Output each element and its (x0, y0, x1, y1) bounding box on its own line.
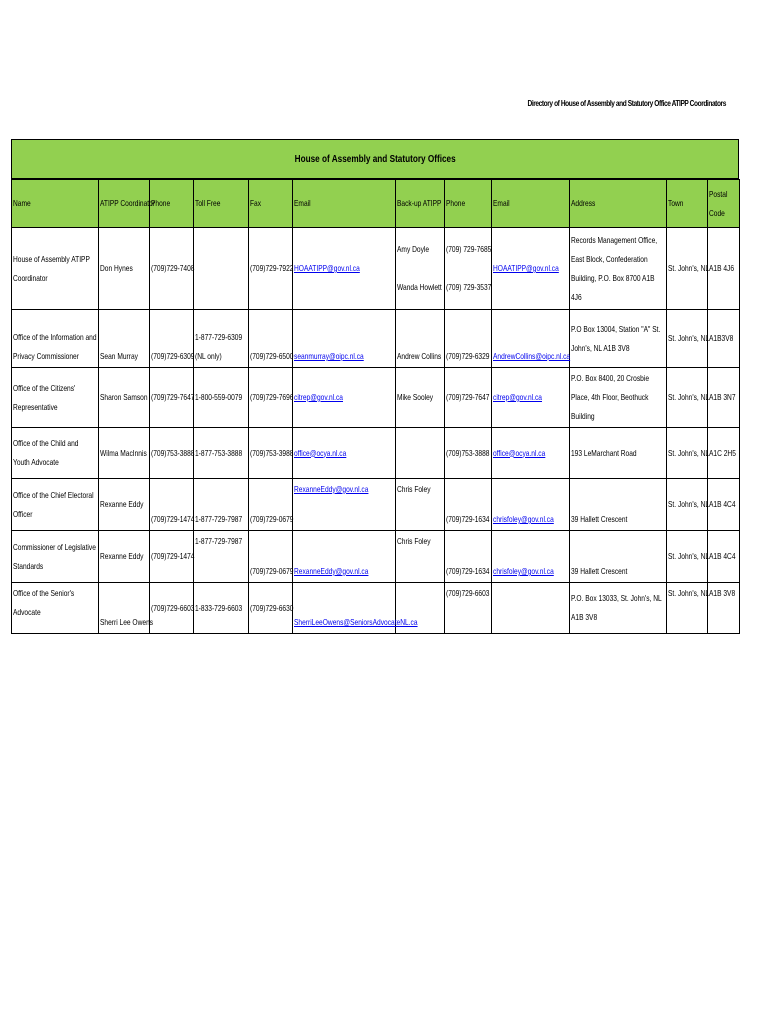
backup-cell: Chris Foley (396, 531, 445, 583)
postal-cell: A1B 4J6 (708, 228, 740, 310)
backup-cell: Mike Sooley (396, 368, 445, 428)
backup-phone-cell: (709)729-1634 (445, 531, 492, 583)
backup-email-link[interactable]: chrisfoley@gov.nl.ca (493, 566, 554, 576)
backup-cell: Andrew Collins (396, 310, 445, 368)
backup-phone-cell: (709)729-1634 (445, 479, 492, 531)
email-cell (293, 531, 396, 583)
email-cell (293, 428, 396, 479)
backup-email-link[interactable]: citrep@gov.nl.ca (493, 392, 542, 402)
backup-phone-cell: (709)753-3888 (445, 428, 492, 479)
address-cell: 39 Hallett Crescent (570, 531, 667, 583)
backup-email-cell (492, 531, 570, 583)
town-cell: St. John's, NL (667, 228, 708, 310)
directory-table (11, 179, 740, 634)
email-link[interactable]: HOAATIPP@gov.nl.ca (294, 263, 360, 273)
backup-email-cell (492, 428, 570, 479)
header-fax: Fax (249, 180, 293, 228)
email-link[interactable]: citrep@gov.nl.ca (294, 392, 343, 402)
header-town: Town (667, 180, 708, 228)
address-cell: Records Management Office, East Block, Confederation Building, P.O. Box 8700 A1B 4J6 (570, 228, 667, 310)
backup-email-cell (492, 368, 570, 428)
coordinator-name: Sherri Lee Owens (99, 583, 150, 634)
toll-free-cell (194, 228, 249, 310)
office-name: Office of the Child and Youth Advocate (12, 428, 99, 479)
header-email-2: Email (492, 180, 570, 228)
coordinator-name: Wilma MacInnis (99, 428, 150, 479)
postal-cell: A1B 4C4 (708, 531, 740, 583)
header-row (12, 180, 740, 228)
email-cell (293, 368, 396, 428)
coordinator-name: Rexanne Eddy (99, 479, 150, 531)
header-postal: Postal Code (708, 180, 740, 228)
backup-phone-cell: (709)729-6603 (445, 583, 492, 634)
fax-cell: (709)753-3988 (249, 428, 293, 479)
header-toll-free: Toll Free (194, 180, 249, 228)
table-row (12, 228, 740, 310)
backup-email-cell (492, 228, 570, 310)
backup-email-link[interactable]: AndrewCollins@oipc.nl.ca (493, 351, 571, 361)
postal-cell: A1C 2H5 (708, 428, 740, 479)
section-banner-label: House of Assembly and Statutory Offices (294, 153, 456, 165)
section-banner (11, 139, 739, 179)
address-cell: 193 LeMarchant Road (570, 428, 667, 479)
table-row (12, 310, 740, 368)
email-link[interactable]: RexanneEddy@gov.nl.ca (294, 484, 369, 494)
phone-cell: (709)729-6603 (150, 583, 194, 634)
backup-phone-cell: (709) 729-7685 (709) 729-3537 (445, 228, 492, 310)
header-address: Address (570, 180, 667, 228)
directory-sheet (11, 139, 739, 634)
town-cell: St. John's, NL (667, 531, 708, 583)
office-name: Commissioner of Legislative Standards (12, 531, 99, 583)
postal-cell: A1B 3V8 (708, 583, 740, 634)
town-cell: St. John's, NL (667, 428, 708, 479)
toll-free-cell: 1-877-729-7987 (194, 479, 249, 531)
header-phone: Phone (150, 180, 194, 228)
town-cell: St. John's, NL (667, 583, 708, 634)
backup-email-link[interactable]: office@ocya.nl.ca (493, 447, 546, 458)
document-title: Directory of House of Assembly and Statutory Office ATIPP Coordinators (527, 99, 726, 108)
backup-phone-cell: (709)729-6329 (445, 310, 492, 368)
header-coordinator: ATIPP Coordinator (99, 180, 150, 228)
office-name: Office of the Senior's Advocate (12, 583, 99, 634)
backup-email-cell (492, 583, 570, 634)
fax-cell: (709)729-0679 (249, 479, 293, 531)
backup-email-link[interactable]: HOAATIPP@gov.nl.ca (493, 263, 559, 273)
table-row (12, 531, 740, 583)
postal-cell: A1B 3N7 (708, 368, 740, 428)
fax-cell: (709)729-7922 (249, 228, 293, 310)
table-row (12, 428, 740, 479)
header-name: Name (12, 180, 99, 228)
town-cell: St. John's, NL (667, 310, 708, 368)
email-cell (293, 310, 396, 368)
backup-cell: Chris Foley (396, 479, 445, 531)
header-backup: Back-up ATIPP (396, 180, 445, 228)
phone-cell: (709)729-7647 (150, 368, 194, 428)
address-cell: 39 Hallett Crescent (570, 479, 667, 531)
backup-cell (396, 428, 445, 479)
address-cell: P.O. Box 8400, 20 Crosbie Place, 4th Floor, Beothuck Building (570, 368, 667, 428)
coordinator-name: Rexanne Eddy (99, 531, 150, 583)
backup-email-link[interactable]: chrisfoley@gov.nl.ca (493, 514, 554, 524)
town-cell: St. John's, NL (667, 368, 708, 428)
phone-cell: (709)729-6309 (150, 310, 194, 368)
coordinator-name: Don Hynes (99, 228, 150, 310)
backup-email-cell (492, 479, 570, 531)
postal-cell: A1B 4C4 (708, 479, 740, 531)
coordinator-name: Sharon Samson (99, 368, 150, 428)
backup-cell: Amy Doyle Wanda Howlett (396, 228, 445, 310)
toll-free-cell: 1-877-729-7987 (194, 531, 249, 583)
phone-cell: (709)729-1474 (150, 531, 194, 583)
fax-cell: (709)729-6500 (249, 310, 293, 368)
header-email: Email (293, 180, 396, 228)
coordinator-name: Sean Murray (99, 310, 150, 368)
office-name: Office of the Information and Privacy Commissioner (12, 310, 99, 368)
phone-cell: (709)753-3888 (150, 428, 194, 479)
office-name: Office of the Citizens' Representative (12, 368, 99, 428)
backup-phone-cell: (709)729-7647 (445, 368, 492, 428)
toll-free-cell: 1-877-753-3888 (194, 428, 249, 479)
email-link[interactable]: SherriLeeOwens@SeniorsAdvocateNL.ca (294, 617, 418, 627)
town-cell: St. John's, NL (667, 479, 708, 531)
postal-cell: A1B3V8 (708, 310, 740, 368)
office-name: House of Assembly ATIPP Coordinator (12, 228, 99, 310)
email-cell (293, 479, 396, 531)
toll-free-cell: 1-833-729-6603 (194, 583, 249, 634)
table-row (12, 368, 740, 428)
toll-free-cell: 1-877-729-6309 (NL only) (194, 310, 249, 368)
table-row (12, 479, 740, 531)
email-cell (293, 583, 418, 634)
table-row (12, 583, 740, 634)
phone-cell: (709)729-1474 (150, 479, 194, 531)
fax-cell: (709)729-6630 (249, 583, 293, 634)
address-cell: P.O. Box 13033, St. John's, NL A1B 3V8 (570, 583, 667, 634)
toll-free-cell: 1-800-559-0079 (194, 368, 249, 428)
address-cell: P.O Box 13004, Station "A" St. John's, NL A1B 3V8 (570, 310, 667, 368)
email-link[interactable]: RexanneEddy@gov.nl.ca (294, 566, 369, 576)
email-link[interactable]: office@ocya.nl.ca (294, 447, 347, 458)
email-cell (293, 228, 396, 310)
office-name: Office of the Chief Electoral Officer (12, 479, 99, 531)
backup-email-cell (492, 310, 570, 368)
header-phone-2: Phone (445, 180, 492, 228)
fax-cell: (709)729-0679 (249, 531, 293, 583)
email-link[interactable]: seanmurray@oipc.nl.ca (294, 351, 364, 361)
phone-cell: (709)729-7408 (150, 228, 194, 310)
fax-cell: (709)729-7696 (249, 368, 293, 428)
